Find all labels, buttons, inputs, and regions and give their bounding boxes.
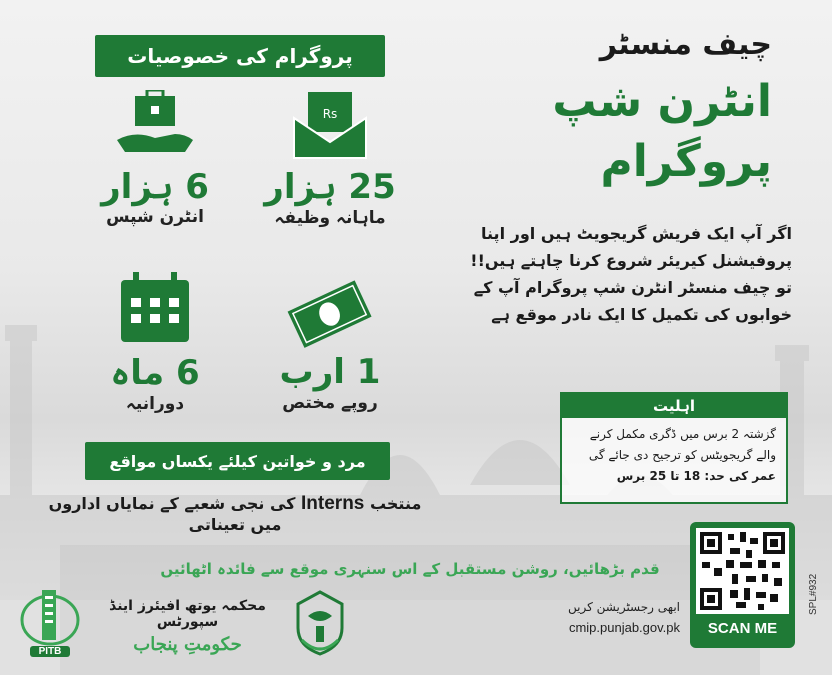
equal-opportunity-label: مرد و خواتین کیلئے یکساں مواقع xyxy=(109,451,366,471)
placement-prefix: منتخب xyxy=(369,494,422,513)
eligibility-box xyxy=(560,392,788,504)
stipend-number: 25 ہزار xyxy=(264,167,396,207)
eligibility-header-label: اہلیت xyxy=(652,397,696,415)
slogan: قدم بڑھائیں، روشن مستقبل کے اس سنہری موقع سے فائدہ اٹھائیں xyxy=(160,560,660,578)
registration-url[interactable]: cmip.punjab.gov.pk xyxy=(568,620,680,635)
placement-highlight: Interns xyxy=(301,493,365,514)
feature-budget xyxy=(260,280,400,430)
feature-duration xyxy=(85,270,225,430)
intro-line-1: اگر آپ ایک فریش گریجویٹ ہیں اور اپنا xyxy=(481,224,792,243)
pitb-building-icon xyxy=(20,580,80,650)
duration-label: دورانیہ xyxy=(125,394,185,414)
banknote-icon xyxy=(285,280,375,350)
punjab-government-logo xyxy=(290,588,350,658)
placement-line xyxy=(40,493,430,534)
program-title-line1: چیف منسٹر xyxy=(599,27,772,62)
equal-opportunity-banner xyxy=(85,442,390,480)
eligibility-line-2: والے گریجویٹس کو ترجیح دی جائے گی xyxy=(588,448,776,462)
department-block xyxy=(90,598,285,655)
features-header xyxy=(95,35,385,77)
stipend-label: ماہانہ وظیفہ xyxy=(274,208,386,228)
svg-text:Rs: Rs xyxy=(322,107,338,121)
program-title-line3: پروگرام xyxy=(600,136,772,187)
money-envelope-icon xyxy=(290,90,370,160)
intro-paragraph xyxy=(432,220,792,328)
intro-line-4: خوابوں کی تکمیل کا ایک نادر موقع ہے xyxy=(491,305,792,324)
internships-label: انٹرن شپس xyxy=(106,207,204,227)
eligibility-header xyxy=(562,394,786,418)
ref-code: SPL#932 xyxy=(808,573,819,615)
eligibility-line-1: گزشتہ 2 برس میں ڈگری مکمل کرنے xyxy=(589,427,776,441)
budget-number: 1 ارب xyxy=(279,352,381,392)
eligibility-line-3: عمر کی حد: 18 تا 25 برس xyxy=(616,469,776,483)
duration-number: 6 ماہ xyxy=(110,353,200,393)
department-name: محکمہ یوتھ افیئرز اینڈ سپورٹس xyxy=(109,598,266,630)
pitb-logo xyxy=(20,580,80,670)
placement-rest: کی نجی شعبے کے نمایاں اداروں میں تعیناتی xyxy=(48,494,296,534)
feature-stipend xyxy=(260,90,400,250)
internships-number: 6 ہزار xyxy=(101,167,209,207)
qr-code-card xyxy=(690,522,795,648)
features-header-label: پروگرام کی خصوصیات xyxy=(127,44,353,68)
registration xyxy=(520,600,680,635)
program-title-line2: انٹرن شپ xyxy=(552,76,772,127)
intro-line-2: پروفیشنل کیریئر شروع کرنا چاہتے ہیں!! xyxy=(470,251,792,270)
intro-line-3: تو چیف منسٹر انٹرن شپ پروگرام آپ کے xyxy=(473,278,792,297)
briefcase-hand-icon xyxy=(115,90,195,160)
registration-label: ابھی رجسٹریشن کریں xyxy=(568,600,680,614)
punjab-emblem-icon xyxy=(290,588,350,658)
qr-code[interactable] xyxy=(696,528,789,614)
budget-label: روپے مختص xyxy=(282,393,378,413)
feature-internships xyxy=(85,90,225,250)
scan-me-label: SCAN ME xyxy=(707,620,778,637)
government-name: حکومتِ پنجاب xyxy=(133,634,242,655)
pitb-label: PITB xyxy=(30,646,70,657)
calendar-icon xyxy=(115,270,195,346)
